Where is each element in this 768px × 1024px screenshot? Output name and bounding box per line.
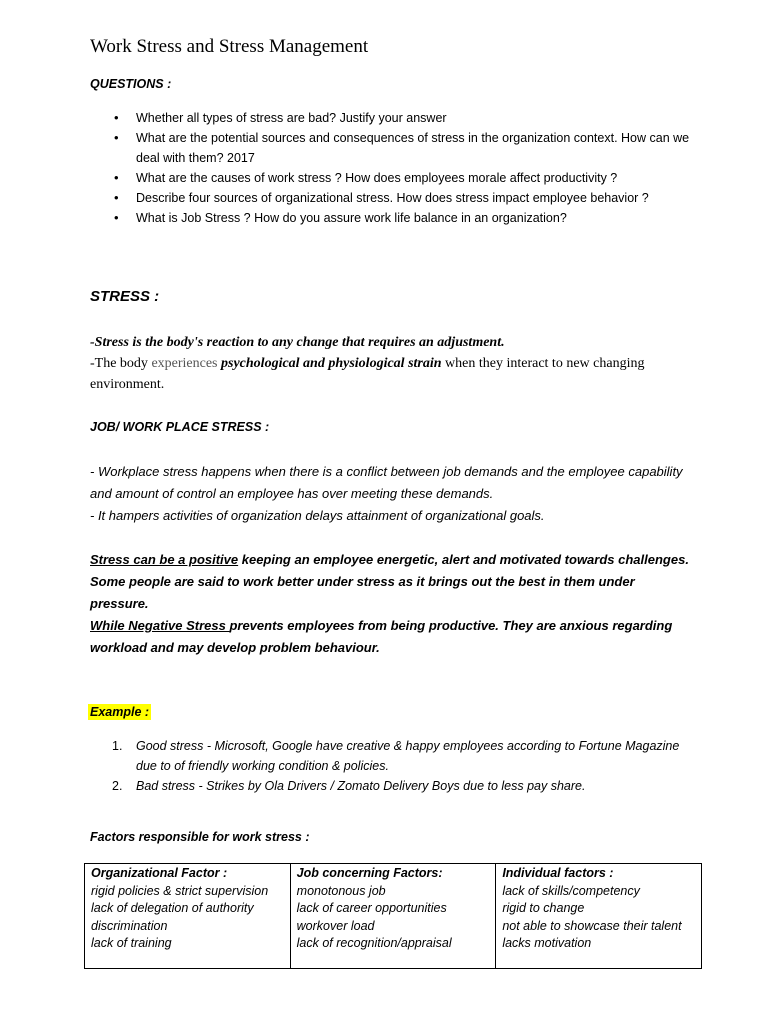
cell-line: not able to showcase their talent bbox=[502, 918, 682, 933]
stress-definition-block bbox=[90, 332, 690, 395]
positive-negative-stress bbox=[90, 549, 690, 659]
job-stress-line-1: - Workplace stress happens when there is a conflict between job demands and the employee capability and amount of control an employee has over meeting these demands. bbox=[90, 464, 683, 501]
example-heading: Example : bbox=[90, 705, 150, 719]
job-stress-heading: JOB/ WORK PLACE STRESS : bbox=[90, 420, 270, 434]
bullet-icon: • bbox=[114, 210, 119, 225]
list-item: • What are the causes of work stress ? How does employees morale affect productivity ? bbox=[90, 168, 690, 188]
negative-stress-paragraph: While Negative Stress prevents employees from being productive. They are anxious regarding workload and may develop problem behaviour. bbox=[90, 618, 673, 655]
bullet-icon: • bbox=[114, 190, 119, 205]
cell-line: lack of career opportunities bbox=[296, 901, 447, 915]
table-cell bbox=[85, 864, 291, 969]
cell-line: lack of delegation of authority bbox=[91, 901, 254, 915]
column-header: Organizational Factor : bbox=[91, 866, 228, 880]
cell-line: monotonous job bbox=[296, 883, 386, 898]
table-cell bbox=[290, 864, 496, 969]
positive-stress-paragraph: Stress can be a positive keeping an employee energetic, alert and motivated towards challenges. Some people are said to work better under stress as it brings out the best in them under pressure. bbox=[90, 552, 689, 611]
list-item: 1. Good stress - Microsoft, Google have creative & happy employees according to Fortune Magazine due to of friendly working condition & policies. bbox=[112, 739, 680, 773]
bullet-icon: • bbox=[114, 110, 119, 125]
job-stress-line-2: - It hampers activities of organization delays attainment of organizational goals. bbox=[90, 508, 545, 523]
bullet-icon: • bbox=[114, 170, 119, 185]
cell-line: rigid policies & strict supervision bbox=[91, 883, 269, 898]
cell-line: workover load bbox=[296, 918, 375, 933]
stress-heading: STRESS : bbox=[90, 288, 160, 305]
cell-line: lacks motivation bbox=[502, 936, 592, 950]
list-item: • What is Job Stress ? How do you assure work life balance in an organization? bbox=[90, 208, 690, 228]
list-item: 2. Bad stress - Strikes by Ola Drivers / Zomato Delivery Boys due to less pay share. bbox=[112, 779, 586, 793]
job-stress-text bbox=[90, 461, 690, 527]
column-header: Job concerning Factors: bbox=[296, 866, 443, 880]
examples-list bbox=[90, 736, 690, 796]
cell-line: rigid to change bbox=[502, 901, 585, 915]
bullet-icon: • bbox=[114, 130, 119, 145]
document-title: Work Stress and Stress Management bbox=[90, 36, 369, 57]
table-row bbox=[85, 864, 702, 969]
questions-list bbox=[90, 108, 690, 228]
stress-description: -The body experiences psychological and physiological strain when they interact to new changing environment. bbox=[90, 356, 645, 392]
cell-line: discrimination bbox=[91, 918, 168, 933]
table-cell bbox=[496, 864, 702, 969]
cell-line: lack of skills/competency bbox=[502, 883, 640, 898]
cell-line: lack of recognition/appraisal bbox=[296, 936, 452, 950]
column-header: Individual factors : bbox=[502, 866, 614, 880]
list-item: • Whether all types of stress are bad? Justify your answer bbox=[90, 108, 690, 128]
stress-definition: -Stress is the body's reaction to any change that requires an adjustment. bbox=[90, 335, 505, 350]
factors-heading: Factors responsible for work stress : bbox=[90, 830, 310, 844]
factors-table bbox=[84, 863, 702, 969]
cell-line: lack of training bbox=[91, 936, 172, 950]
list-item: • Describe four sources of organizational stress. How does stress impact employee behavior ? bbox=[90, 188, 690, 208]
list-item: • What are the potential sources and consequences of stress in the organization context. How can we deal with them? 2017 bbox=[114, 130, 690, 165]
questions-heading: QUESTIONS : bbox=[90, 77, 172, 91]
